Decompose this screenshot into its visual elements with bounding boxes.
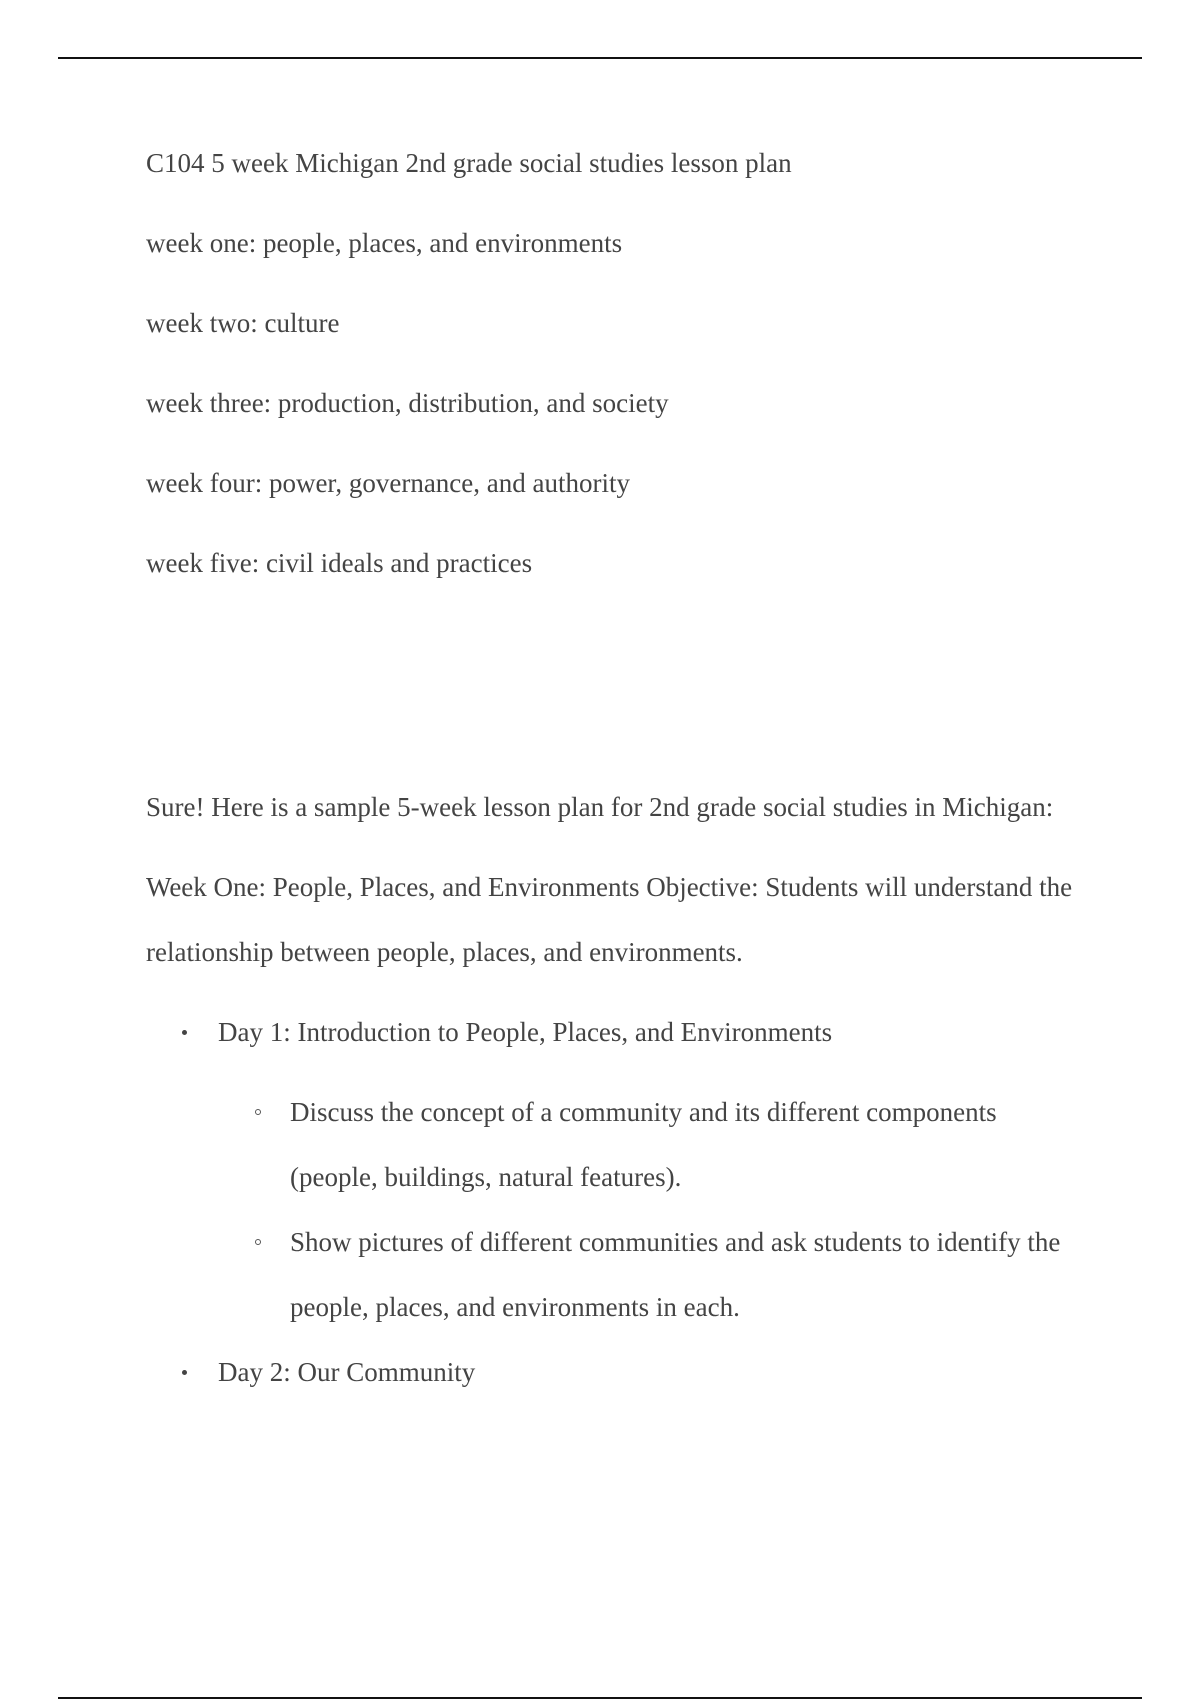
response-section: [146, 775, 1076, 1405]
hollow-bullet-icon: [255, 1109, 261, 1115]
top-rule: [58, 57, 1142, 59]
hollow-bullet-icon: [255, 1239, 261, 1245]
week-five-line: week five: civil ideals and practices: [146, 548, 533, 578]
bullet-icon: [182, 1370, 187, 1375]
week-one-line: week one: people, places, and environments: [146, 228, 623, 258]
day-label: Day 2: Our Community: [218, 1357, 476, 1387]
day-label: Day 1: Introduction to People, Places, and Environments: [218, 1017, 833, 1047]
list-item: [146, 1000, 1076, 1340]
week-one-objective: Week One: People, Places, and Environments Objective: Students will understand the relationship between people, places, and environments.: [146, 872, 1073, 967]
list-item: [218, 1210, 1076, 1340]
week-two-line: week two: culture: [146, 308, 340, 338]
week-three-line: week three: production, distribution, and society: [146, 388, 669, 418]
day-list: [146, 1000, 1076, 1405]
bullet-icon: [182, 1030, 187, 1035]
task-list: [218, 1080, 1076, 1340]
prompt-section: [146, 140, 1076, 587]
response-intro: Sure! Here is a sample 5-week lesson plan for 2nd grade social studies in Michigan:: [146, 792, 1054, 822]
document-title: C104 5 week Michigan 2nd grade social studies lesson plan: [146, 148, 792, 178]
bottom-rule: [58, 1697, 1142, 1699]
task-text: Show pictures of different communities and ask students to identify the people, places, and environments in each.: [290, 1227, 1061, 1322]
list-item: [146, 1340, 1076, 1405]
task-text: Discuss the concept of a community and its different components (people, buildings, natural features).: [290, 1097, 997, 1192]
list-item: [218, 1080, 1076, 1210]
week-four-line: week four: power, governance, and authority: [146, 468, 630, 498]
